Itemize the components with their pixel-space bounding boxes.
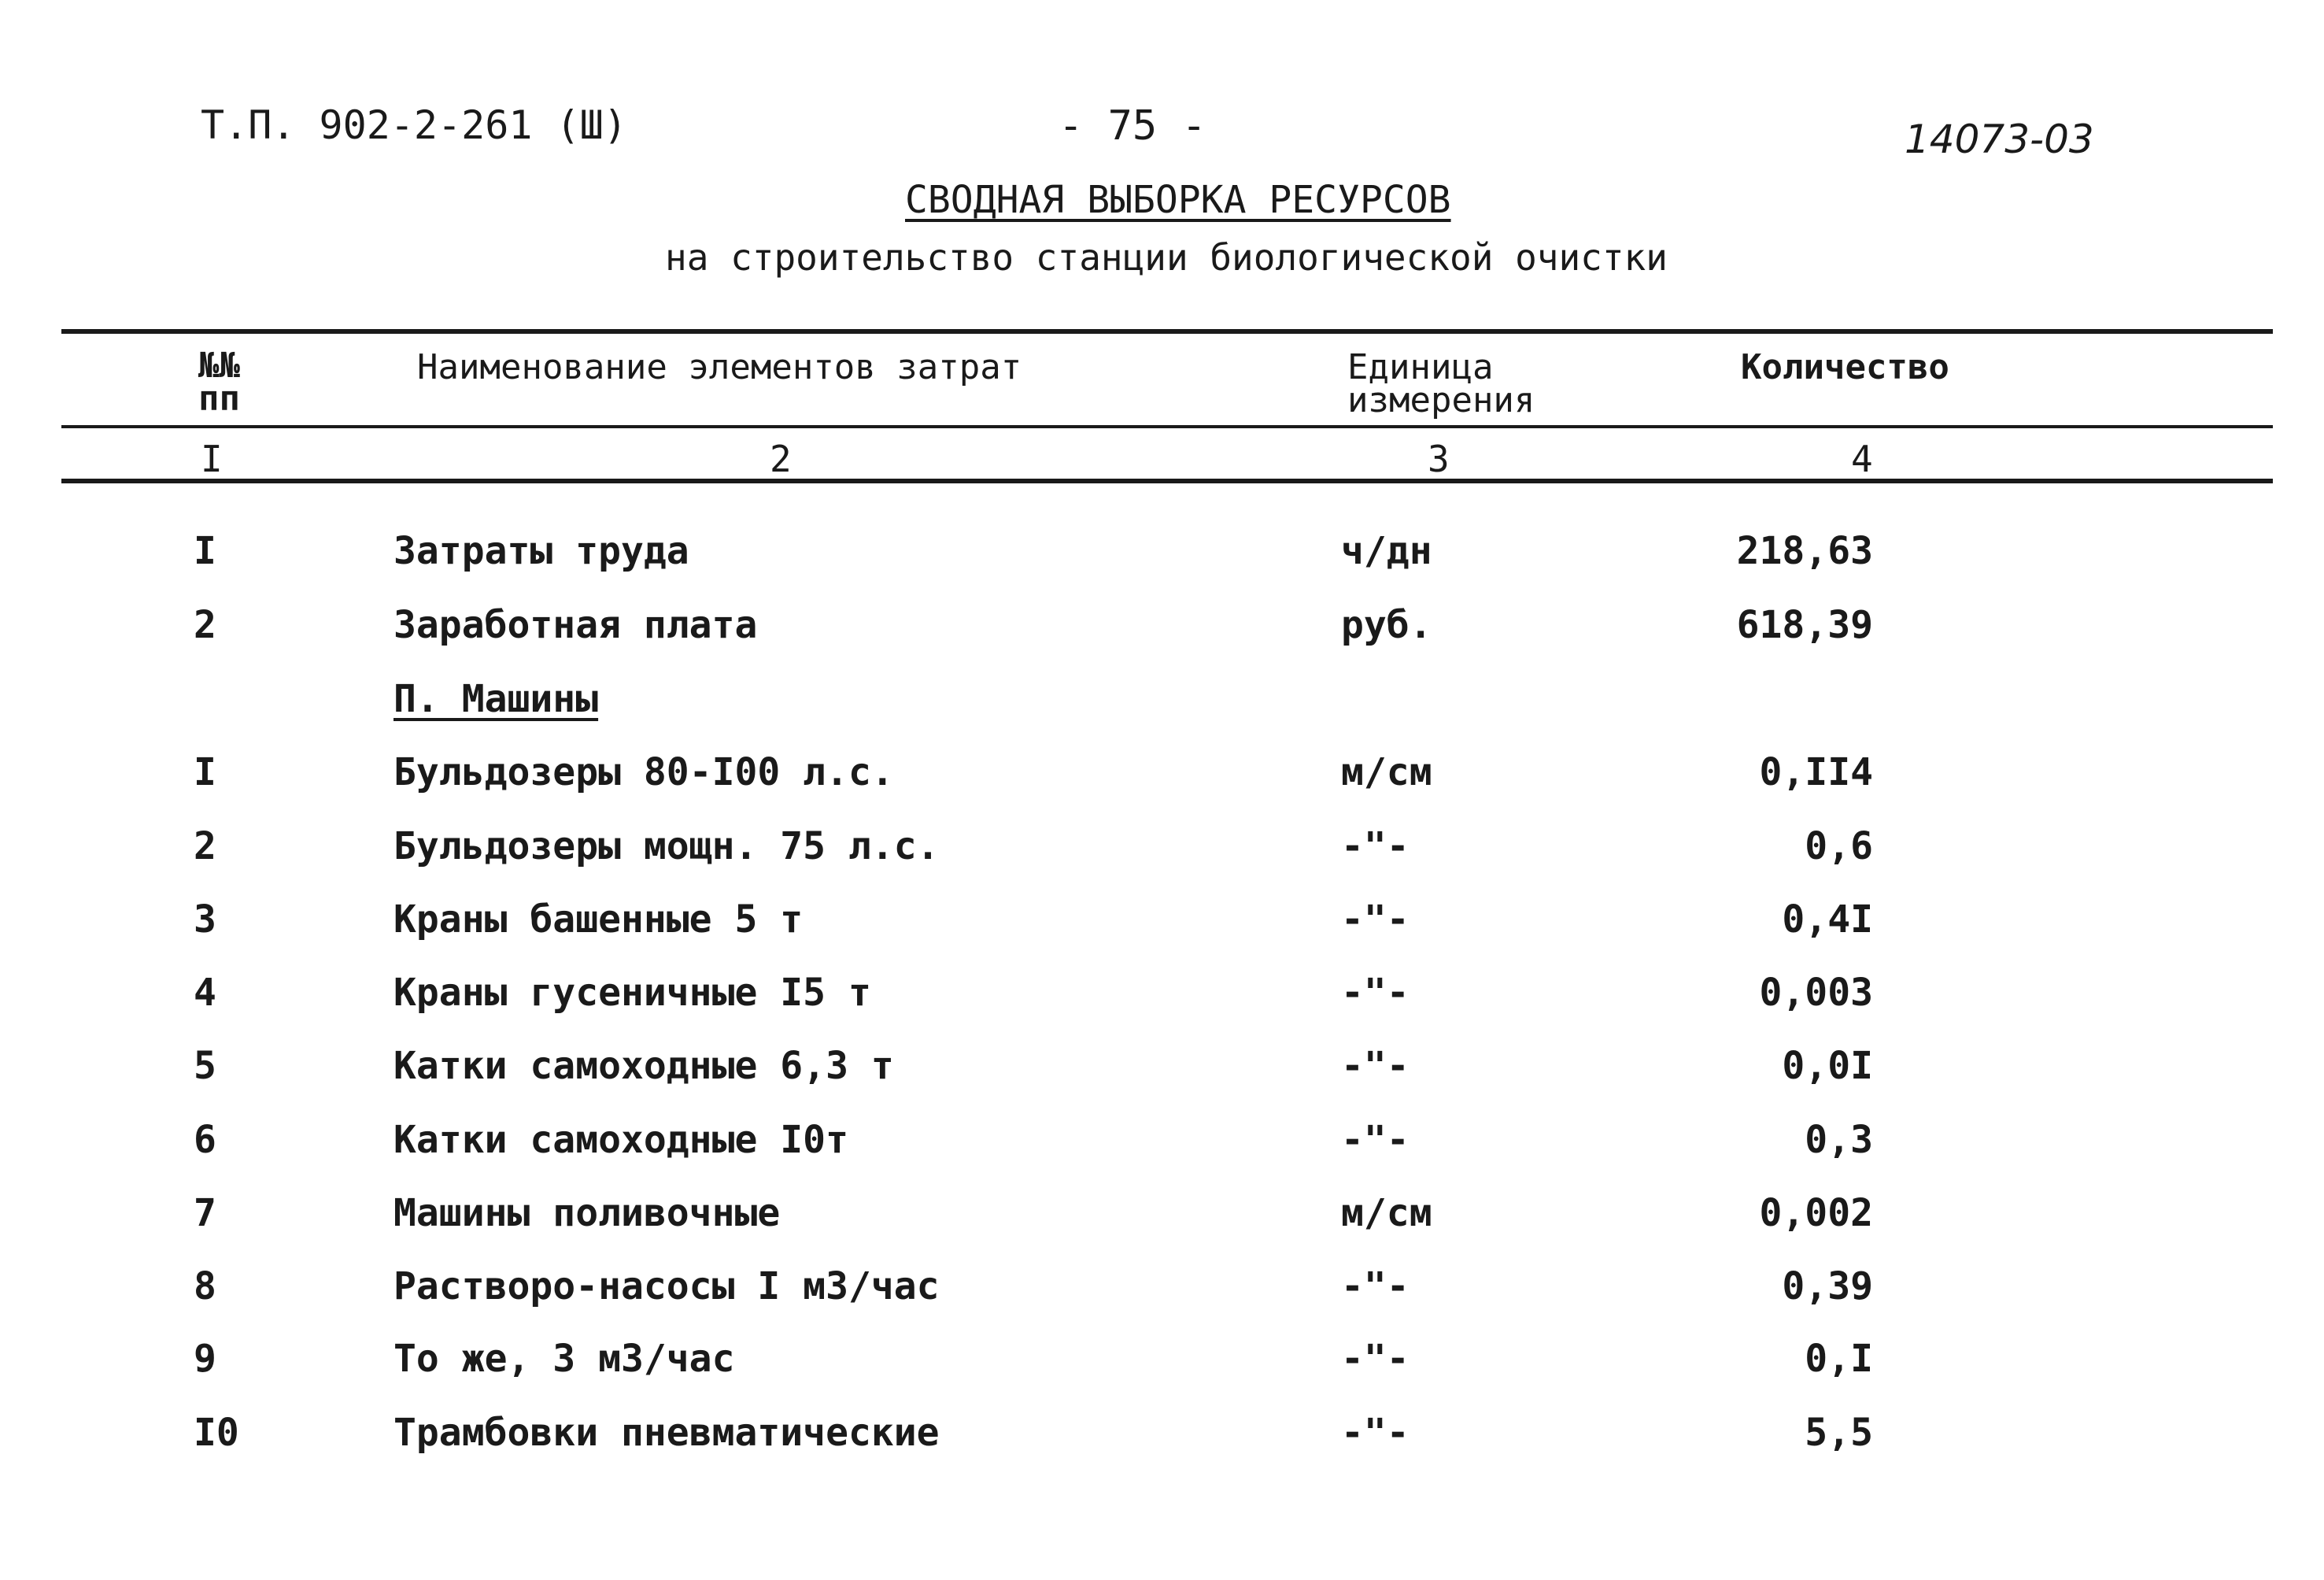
row-quantity: 5,5: [1805, 1411, 1873, 1455]
table-header-rule: [61, 425, 2273, 428]
column-number: 2: [770, 438, 792, 480]
table-row: [0, 529, 2324, 584]
row-number: 8: [194, 1264, 216, 1308]
row-unit: -"-: [1341, 1118, 1410, 1162]
row-quantity: 0,0I: [1782, 1044, 1873, 1088]
table-row: [0, 824, 2324, 879]
table-top-rule: [61, 329, 2273, 334]
row-unit: -"-: [1341, 1264, 1410, 1308]
row-unit: м/см: [1341, 750, 1432, 794]
table-row: [0, 1118, 2324, 1173]
row-unit: -"-: [1341, 1044, 1410, 1088]
column-number: 3: [1428, 438, 1450, 480]
archive-number: 14073-03: [1905, 117, 2094, 162]
row-number: 2: [194, 824, 216, 868]
row-name: Машины поливочные: [393, 1191, 781, 1235]
table-row: [0, 750, 2324, 805]
row-quantity: 618,39: [1736, 603, 1873, 647]
row-quantity: 0,4I: [1782, 897, 1873, 942]
row-name: Растворо-насосы I м3/час: [393, 1264, 940, 1308]
row-quantity: 218,63: [1736, 529, 1873, 573]
row-quantity: 0,II4: [1759, 750, 1873, 794]
table-row: [0, 897, 2324, 953]
row-number: 2: [194, 603, 216, 647]
row-number: 6: [194, 1118, 216, 1162]
row-quantity: 0,002: [1759, 1191, 1873, 1235]
row-name: Трамбовки пневматические: [393, 1411, 940, 1455]
column-header-unit: Единица измерения: [1347, 347, 1535, 420]
page-number: - 75 -: [1059, 102, 1206, 150]
row-unit: м/см: [1341, 1191, 1432, 1235]
table-row: [0, 971, 2324, 1026]
row-name: Заработная плата: [393, 603, 758, 647]
document-code: Т.П. 902-2-261 (Ш): [201, 102, 627, 148]
row-unit: -"-: [1341, 1411, 1410, 1455]
section-heading: П. Машины: [393, 677, 599, 721]
row-name: Краны гусеничные I5 т: [393, 971, 871, 1015]
column-number: 4: [1851, 438, 1873, 480]
row-quantity: 0,39: [1782, 1264, 1873, 1308]
column-header-number: №№ пп: [198, 346, 240, 419]
row-unit: ч/дн: [1341, 529, 1432, 573]
table-row: [0, 1264, 2324, 1319]
row-name: Затраты труда: [393, 529, 689, 573]
row-name: Катки самоходные I0т: [393, 1118, 848, 1162]
row-unit: -"-: [1341, 824, 1410, 868]
table-column-number-rule: [61, 479, 2273, 483]
table-row: [0, 1337, 2324, 1392]
row-name: Бульдозеры мощн. 75 л.с.: [393, 824, 940, 868]
row-number: 9: [194, 1337, 216, 1381]
row-number: 7: [194, 1191, 216, 1235]
row-number: I: [194, 750, 216, 794]
row-name: То же, 3 м3/час: [393, 1337, 735, 1381]
table-row: [0, 603, 2324, 658]
column-header-name: Наименование элементов затрат: [417, 347, 1022, 387]
row-name: Катки самоходные 6,3 т: [393, 1044, 894, 1088]
row-unit: руб.: [1341, 603, 1432, 647]
row-number: I0: [194, 1411, 239, 1455]
document-subtitle: на строительство станции биологической очистки: [665, 236, 1668, 279]
row-number: I: [194, 529, 216, 573]
table-row: [0, 1411, 2324, 1466]
row-quantity: 0,3: [1805, 1118, 1873, 1162]
row-number: 5: [194, 1044, 216, 1088]
row-quantity: 0,6: [1805, 824, 1873, 868]
document-title: СВОДНАЯ ВЫБОРКА РЕСУРСОВ: [905, 178, 1451, 222]
table-row: [0, 1044, 2324, 1099]
row-number: 4: [194, 971, 216, 1015]
row-unit: -"-: [1341, 971, 1410, 1015]
row-unit: -"-: [1341, 897, 1410, 942]
row-number: 3: [194, 897, 216, 942]
row-quantity: 0,I: [1805, 1337, 1873, 1381]
row-name: Краны башенные 5 т: [393, 897, 804, 942]
column-number: I: [201, 438, 223, 480]
row-name: Бульдозеры 80-I00 л.с.: [393, 750, 894, 794]
row-unit: -"-: [1341, 1337, 1410, 1381]
table-row: [0, 1191, 2324, 1246]
row-quantity: 0,003: [1759, 971, 1873, 1015]
column-header-quantity: Количество: [1741, 347, 1949, 387]
